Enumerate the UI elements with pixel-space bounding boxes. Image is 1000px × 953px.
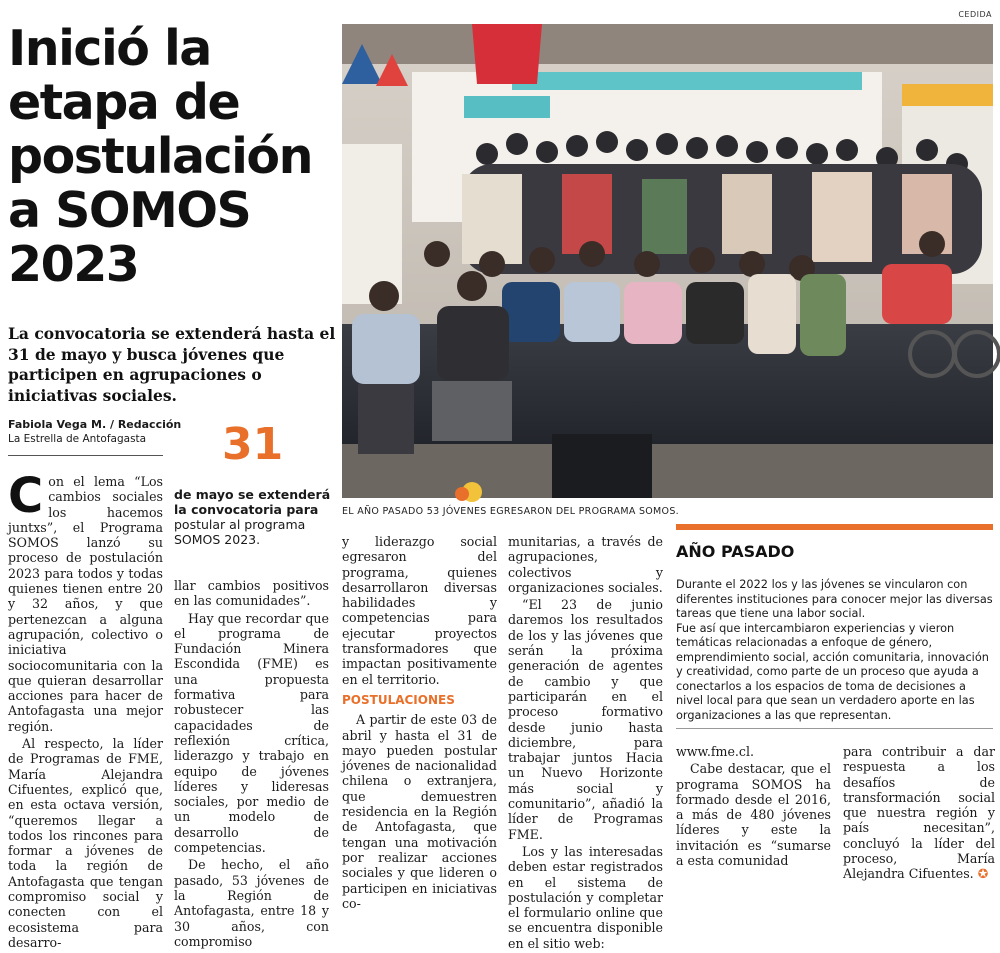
headline: Inició la etapa de postulación a SOMOS 2023 xyxy=(8,20,312,293)
sidebar-accent-bar xyxy=(676,524,993,530)
article-column-3 xyxy=(342,534,497,913)
highlight-text-bold: de mayo se extenderá la convocatoria para xyxy=(174,487,331,517)
byline xyxy=(8,418,208,446)
byline-divider xyxy=(8,455,163,456)
paragraph: Los y las interesadas deben estar registrados en el sistema de postulación y completar el formulario online que se encuentra disponible en el sitio web: xyxy=(508,843,663,951)
sidebar-body xyxy=(676,578,993,723)
paragraph: munitarias, a través de agrupaciones, colectivos y organizaciones sociales. xyxy=(508,534,663,595)
highlight-text-rest: postular al programa SOMOS 2023. xyxy=(174,517,306,547)
article-column-2 xyxy=(174,578,329,951)
sidebar-divider xyxy=(676,728,993,729)
subheadline: La convocatoria se extenderá hasta el 31 de mayo y busca jóvenes que participen en agrupaciones o iniciativas sociales. xyxy=(8,324,336,405)
sidebar-paragraph: Durante el 2022 los y las jóvenes se vincularon con diferentes instituciones para conocer mejor las diversas tareas que tiene una labor social. xyxy=(676,578,993,620)
paragraph: A partir de este 03 de abril y hasta el 31 de mayo pueden postular jóvenes de nacionalidad chilena o extranjera, que demuestren residencia en la Región de Antofagasta, que tengan una motivación por realizar acciones sociales y que lideren o participen en iniciativas co- xyxy=(342,712,497,911)
highlight-number: 31 xyxy=(222,419,284,470)
paragraph: “El 23 de junio daremos los resultados de los y las jóvenes que serán la próxima generación de agentes de cambio y que participarán en el proceso formativo desde junio hasta diciembre, para trabajar juntos Hacia un Nuevo Horizonte más social y comunitario”, añadió la líder de Programas FME. xyxy=(508,597,663,842)
byline-author: Fabiola Vega M. / Redacción xyxy=(8,418,182,431)
article-column-1 xyxy=(8,468,163,952)
paragraph-text: para contribuir a dar respuesta a los desafíos de transformación social que nuestra región y país necesitan”, concluyó la líder del proceso, María Alejandra Cifuentes. xyxy=(843,744,995,882)
website-link[interactable]: www.fme.cl. xyxy=(676,744,754,759)
highlight-text xyxy=(174,487,334,547)
drop-cap: C xyxy=(8,468,44,524)
end-mark-icon: ✪ xyxy=(977,866,989,882)
paragraph: y liderazgo social egresaron del programa, quienes desarrollaron diversas habilidades y competencias para ejecutar proyectos transformadores que impactan positivamente en el territorio. xyxy=(342,534,497,687)
photo-credit: CEDIDA xyxy=(958,10,992,19)
photo-caption: EL AÑO PASADO 53 JÓVENES EGRESARON DEL PROGRAMA SOMOS. xyxy=(342,506,679,517)
sidebar-title: AÑO PASADO xyxy=(676,542,795,561)
paragraph: Hay que recordar que el programa de Fundación Minera Escondida (FME) es una propuesta formativa para robustecer las capacidades de reflexión crítica, liderazgo y trabajo en equipo de jóvenes líderes y lideresas sociales, por medio de un modelo de desarrollo de competencias. xyxy=(174,610,329,856)
paragraph: Cabe destacar, que el programa SOMOS ha formado desde el 2016, a más de 480 jóvenes líderes y este la invitación es “sumarse a esta comunidad xyxy=(676,761,831,869)
paragraph: Al respecto, la líder de Programas de FME, María Alejandra Cifuentes, explicó que, en esta octava versión, “queremos llegar a todos los rincones para formar a jóvenes de toda la región de Antofagasta que tengan compromiso social y conecten con el ecosistema para desarro- xyxy=(8,736,163,950)
group-photo-illustration xyxy=(342,24,993,498)
article-column-6 xyxy=(843,744,995,884)
paragraph: De hecho, el año pasado, 53 jóvenes de la Región de Antofagasta, entre 18 y 30 años, con compromiso xyxy=(174,857,329,949)
paragraph: on el lema “Los cambios sociales los hacemos juntxs”, el Programa SOMOS lanzó su proceso de postulación 2023 para todos y todas quienes tienen entre 20 y 32 años, y que pertenezcan a alguna agrupación, colectivo o iniciativa sociocomunitaria con la que quieran desarrollar acciones para hacer de Antofagasta una mejor región. xyxy=(8,474,163,734)
byline-outlet: La Estrella de Antofagasta xyxy=(8,433,147,445)
article-column-4 xyxy=(508,534,663,953)
paragraph xyxy=(843,744,995,882)
section-heading-postulaciones: POSTULACIONES xyxy=(342,692,455,707)
article-column-5 xyxy=(676,744,831,870)
group-photo xyxy=(342,24,993,498)
paragraph: llar cambios positivos en las comunidades”. xyxy=(174,578,329,609)
sidebar-paragraph: Fue así que intercambiaron experiencias y vieron temáticas relacionadas a enfoque de género, emprendimiento social, acción comunitaria, innovación y creatividad, como parte de un proceso que ayuda a conectarlos a los espacios de toma de decisiones a nivel local para que sean un verdadero aporte en las organizaciones a las que representan. xyxy=(676,621,989,722)
